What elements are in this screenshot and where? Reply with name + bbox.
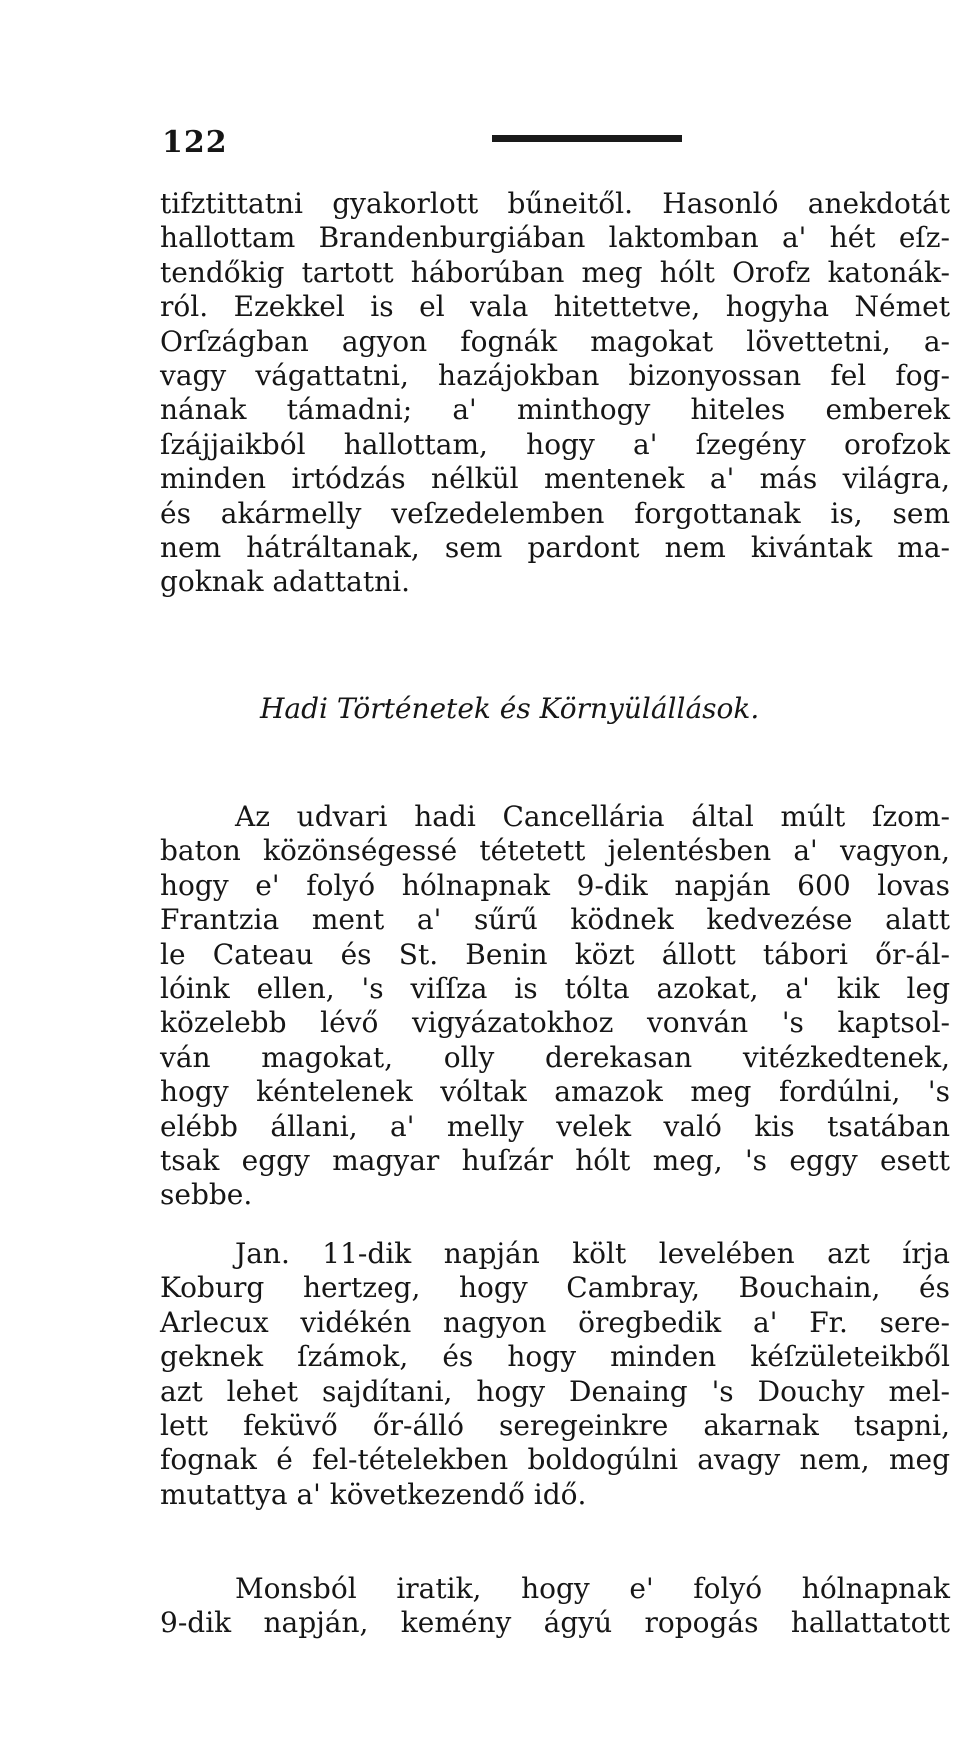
text-line: tifztittatni gyakorlott bűneitől. Hasonló anekdotát	[160, 187, 950, 220]
text-line: azt lehet sajdítani, hogy Denaing 's Douchy mel-	[160, 1374, 950, 1408]
text-line: 9-dik napján, kemény ágyú ropogás hallattatott	[160, 1606, 950, 1640]
text-line: Arlecux vidékén nagyon öregbedik a' Fr. sere-	[160, 1305, 950, 1339]
text-line: goknak adattatni.	[160, 565, 410, 599]
paragraph-4	[160, 1572, 950, 1641]
text-line: tendőkig tartott háborúban meg hólt Orofz katonák-	[160, 255, 950, 289]
text-line: nának támadni; a' minthogy hiteles emberek	[160, 393, 950, 427]
paragraph-2	[160, 800, 950, 1213]
text-line: nem hátráltanak, sem pardont nem kivántak ma-	[160, 531, 950, 565]
text-line: Koburg hertzeg, hogy Cambray, Bouchain, és	[160, 1271, 950, 1305]
page-header	[162, 125, 682, 165]
text-line: hogy kéntelenek vóltak amazok meg fordúlni, 's	[160, 1075, 950, 1109]
section-heading: Hadi Történetek és Környülállások.	[260, 692, 760, 725]
text-line: Orſzágban agyon fognák magokat lövettetni, a-	[160, 324, 950, 358]
text-line: sebbe.	[160, 1178, 253, 1212]
paragraph-1	[160, 187, 950, 600]
text-line: Monsból iratik, hogy e' folyó hólnapnak	[235, 1572, 950, 1605]
text-line: minden irtódzás nélkül mentenek a' más világra,	[160, 462, 950, 496]
text-line: tsak eggy magyar huſzár hólt meg, 's eggy esett	[160, 1144, 950, 1178]
text-line: hallottam Brandenburgiában laktomban a' hét eſz-	[160, 221, 950, 255]
text-line: Frantzia ment a' sűrű ködnek kedvezése alatt	[160, 903, 950, 937]
paragraph-3	[160, 1237, 950, 1512]
text-line: vagy vágattatni, hazájokban bizonyossan fel fog-	[160, 359, 950, 393]
text-line: geknek ſzámok, és hogy minden kéſzületeikből	[160, 1340, 950, 1374]
text-line: fognak é fel-tételekben boldogúlni avagy nem, meg	[160, 1443, 950, 1477]
page-number: 122	[162, 125, 228, 160]
text-line: ſzájjaikból hallottam, hogy a' ſzegény orofzok	[160, 427, 950, 461]
text-line: ván magokat, olly derekasan vitézkedtenek,	[160, 1040, 950, 1074]
text-line: hogy e' folyó hólnapnak 9-dik napján 600 lovas	[160, 868, 950, 902]
text-line: le Cateau és St. Benin közt állott tábori őr-ál-	[160, 937, 950, 971]
text-line: Jan. 11-dik napján költ levelében azt írja	[235, 1237, 950, 1270]
text-line: Az udvari hadi Cancellária által múlt ſzom-	[235, 800, 950, 833]
text-line: mutattya a' következendő idő.	[160, 1477, 587, 1511]
text-line: elébb állani, a' melly velek való kis tsatában	[160, 1109, 950, 1143]
text-line: közelebb lévő vigyázatokhoz vonván 's kaptsol-	[160, 1006, 950, 1040]
header-rule	[492, 135, 682, 142]
text-line: baton közönségessé tétetett jelentésben a' vagyon,	[160, 834, 950, 868]
text-line: ról. Ezekkel is el vala hitettetve, hogyha Német	[160, 290, 950, 324]
text-line: lóink ellen, 's viſſza is tólta azokat, a' kik leg	[160, 972, 950, 1006]
text-line: és akármelly veſzedelemben forgottanak is, sem	[160, 496, 950, 530]
text-line: lett feküvő őr-álló seregeinkre akarnak tsapni,	[160, 1409, 950, 1443]
